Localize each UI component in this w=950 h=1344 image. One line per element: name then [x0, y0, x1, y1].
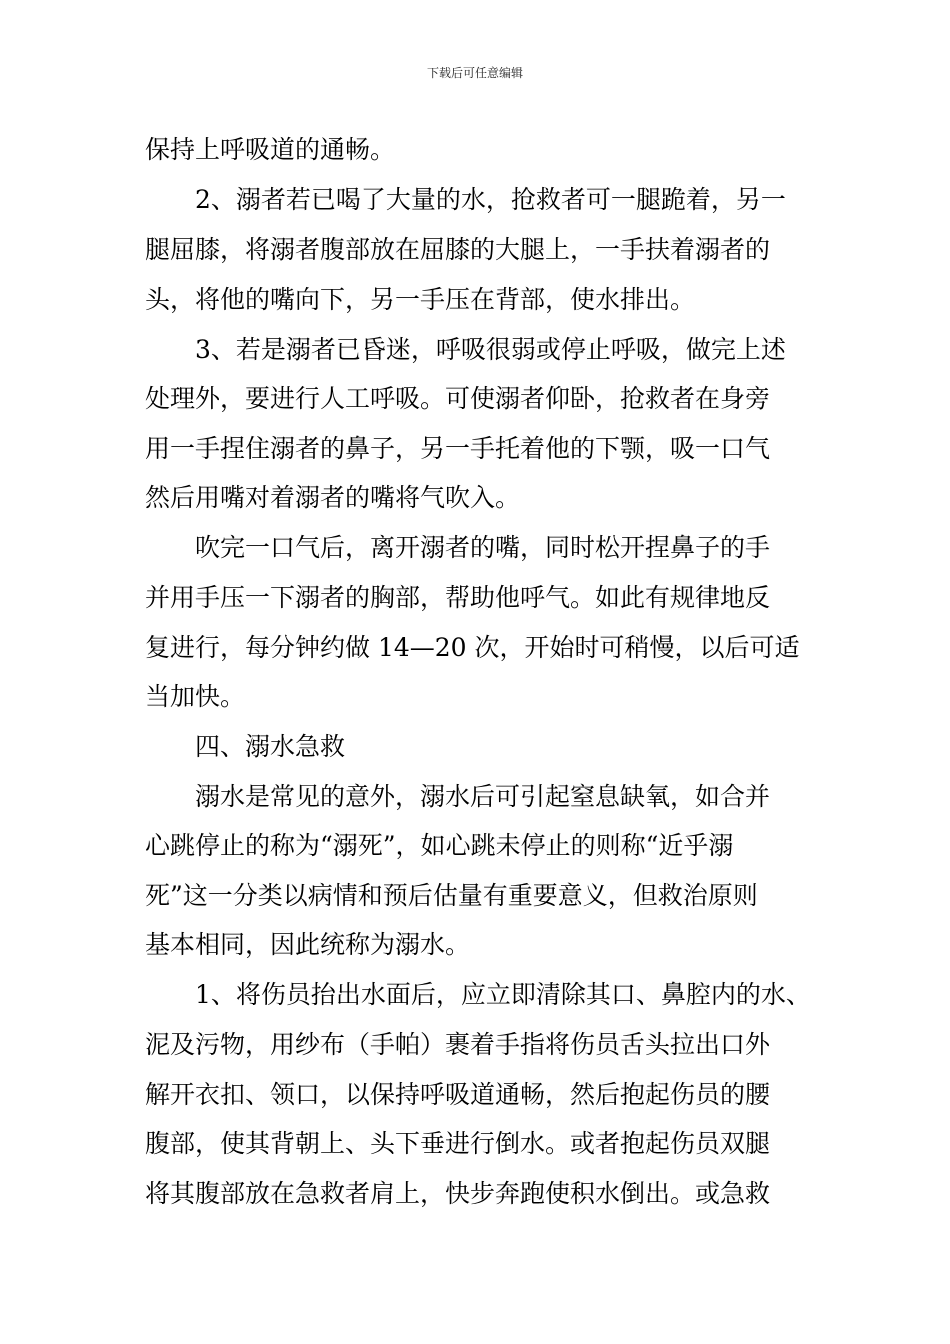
text-line: 当加快。: [145, 682, 246, 711]
text-line: 并用手压一下溺者的胸部，帮助他呼气。如此有规律地反: [145, 583, 771, 612]
text-line: 死”这一分类以病情和预后估量有重要意义，但救治原则: [145, 881, 758, 910]
page-header: 下载后可任意编辑: [426, 66, 523, 80]
text-line: 用一手捏住溺者的鼻子，另一手托着他的下颚，吸一口气: [145, 434, 771, 463]
text-line: 处理外，要进行人工呼吸。可使溺者仰卧，抢救者在身旁: [145, 384, 771, 413]
text-line: 溺水是常见的意外，溺水后可引起窒息缺氧，如合并: [195, 782, 771, 811]
text-line: 3、若是溺者已昏迷，呼吸很弱或停止呼吸，做完上述: [195, 335, 786, 364]
text-line: 头，将他的嘴向下，另一手压在背部，使水排出。: [145, 285, 696, 314]
text-line: 心跳停止的称为“溺死”，如心跳未停止的则称“近乎溺: [145, 831, 734, 860]
section-heading: 四、溺水急救: [195, 732, 346, 761]
text-line: 基本相同，因此统称为溺水。: [145, 930, 471, 959]
text-line: 吹完一口气后，离开溺者的嘴，同时松开捏鼻子的手: [195, 533, 771, 562]
text-line: 泥及污物，用纱布（手帕）裹着手指将伤员舌头拉出口外: [145, 1030, 771, 1059]
text-line: 保持上呼吸道的通畅。: [145, 135, 396, 164]
text-line: 1、将伤员抬出水面后，应立即清除其口、鼻腔内的水、: [195, 980, 811, 1009]
text-line: 腹部，使其背朝上、头下垂进行倒水。或者抱起伤员双腿: [145, 1129, 771, 1158]
text-line: 2、溺者若已喝了大量的水，抢救者可一腿跪着，另一: [195, 185, 786, 214]
text-line: 复进行，每分钟约做 14—20 次，开始时可稍慢，以后可适: [145, 633, 800, 662]
text-line: 解开衣扣、领口，以保持呼吸道通畅，然后抱起伤员的腰: [145, 1080, 771, 1109]
text-line: 将其腹部放在急救者肩上，快步奔跑使积水倒出。或急救: [145, 1179, 771, 1208]
text-line: 然后用嘴对着溺者的嘴将气吹入。: [145, 483, 521, 512]
text-line: 腿屈膝，将溺者腹部放在屈膝的大腿上，一手扶着溺者的: [145, 235, 771, 264]
